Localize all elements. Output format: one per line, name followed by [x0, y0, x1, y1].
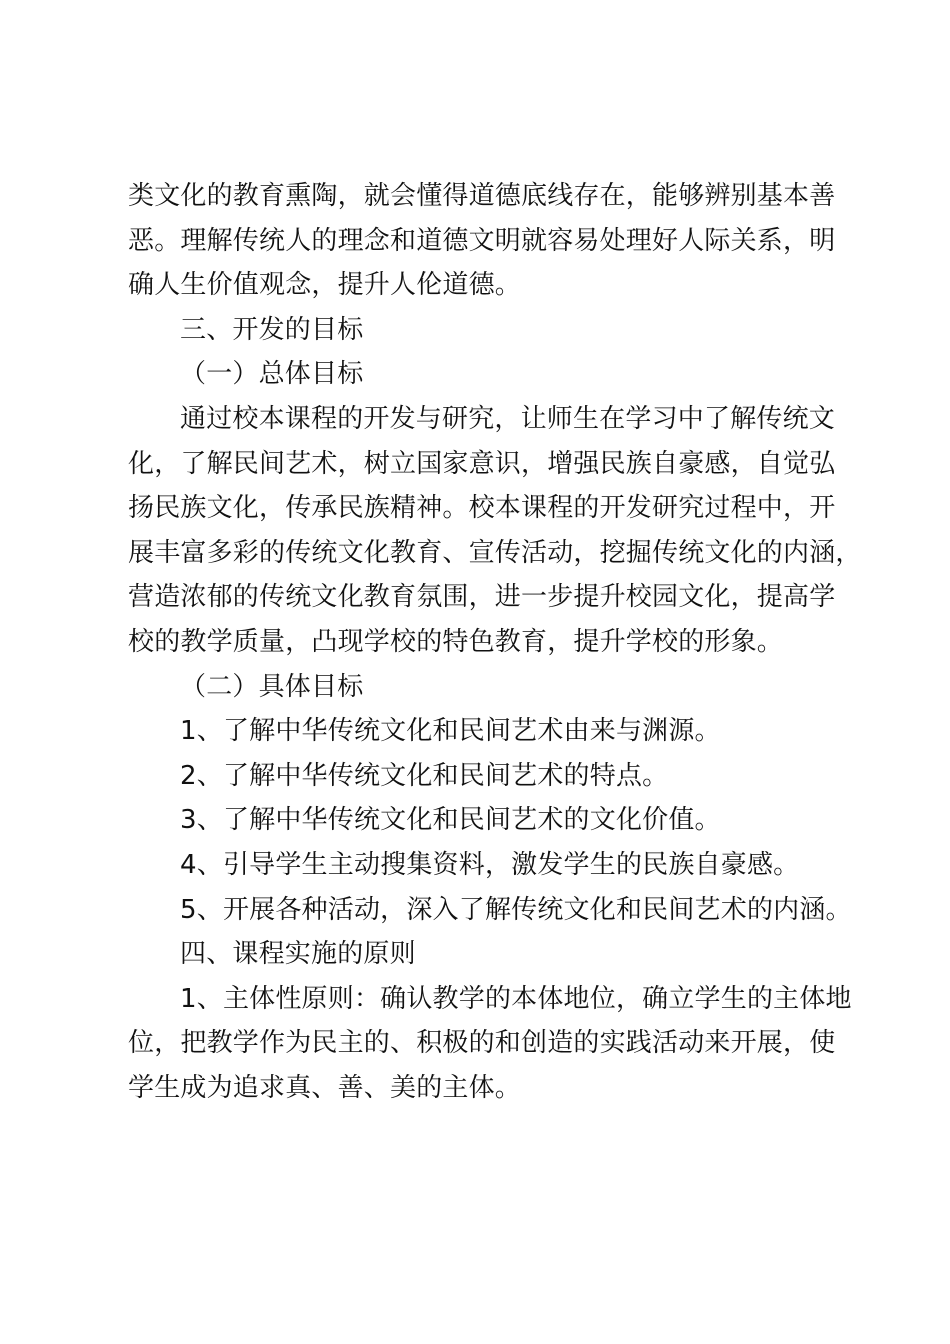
text-line: 位，把教学作为民主的、积极的和创造的实践活动来开展，使 [128, 1028, 836, 1059]
text-line: 恶。理解传统人的理念和道德文明就容易处理好人际关系，明 [128, 225, 836, 256]
text-line: 营造浓郁的传统文化教育氛围，进一步提升校园文化，提高学 [128, 582, 836, 613]
list-item: 5、开展各种活动，深入了解传统文化和民间艺术的内涵。 [180, 894, 852, 925]
document-body [128, 174, 862, 1110]
section-heading: 四、课程实施的原则 [180, 939, 416, 970]
section-heading: 三、开发的目标 [180, 314, 364, 345]
subsection-heading: （二）具体目标 [180, 671, 364, 702]
text-line: 扬民族文化，传承民族精神。校本课程的开发研究过程中，开 [128, 493, 836, 524]
list-item: 4、引导学生主动搜集资料，激发学生的民族自豪感。 [180, 849, 800, 880]
text-line: 校的教学质量，凸现学校的特色教育，提升学校的形象。 [128, 626, 784, 657]
list-item: 1、了解中华传统文化和民间艺术由来与渊源。 [180, 716, 721, 747]
text-line: 类文化的教育熏陶，就会懂得道德底线存在，能够辨别基本善 [128, 181, 836, 211]
text-line: 确人生价值观念，提升人伦道德。 [128, 270, 522, 301]
list-item: 1、主体性原则：确认教学的本体地位，确立学生的主体地 [180, 983, 852, 1014]
text-line: 通过校本课程的开发与研究，让师生在学习中了解传统文 [180, 403, 836, 434]
subsection-heading: （一）总体目标 [180, 359, 364, 390]
list-item: 3、了解中华传统文化和民间艺术的文化价值。 [180, 805, 721, 836]
list-item: 2、了解中华传统文化和民间艺术的特点。 [180, 760, 669, 791]
text-line: 学生成为追求真、善、美的主体。 [128, 1072, 522, 1103]
text-line: 化，了解民间艺术，树立国家意识，增强民族自豪感，自觉弘 [128, 448, 836, 479]
text-line: 展丰富多彩的传统文化教育、宣传活动，挖掘传统文化的内涵， [128, 537, 862, 568]
